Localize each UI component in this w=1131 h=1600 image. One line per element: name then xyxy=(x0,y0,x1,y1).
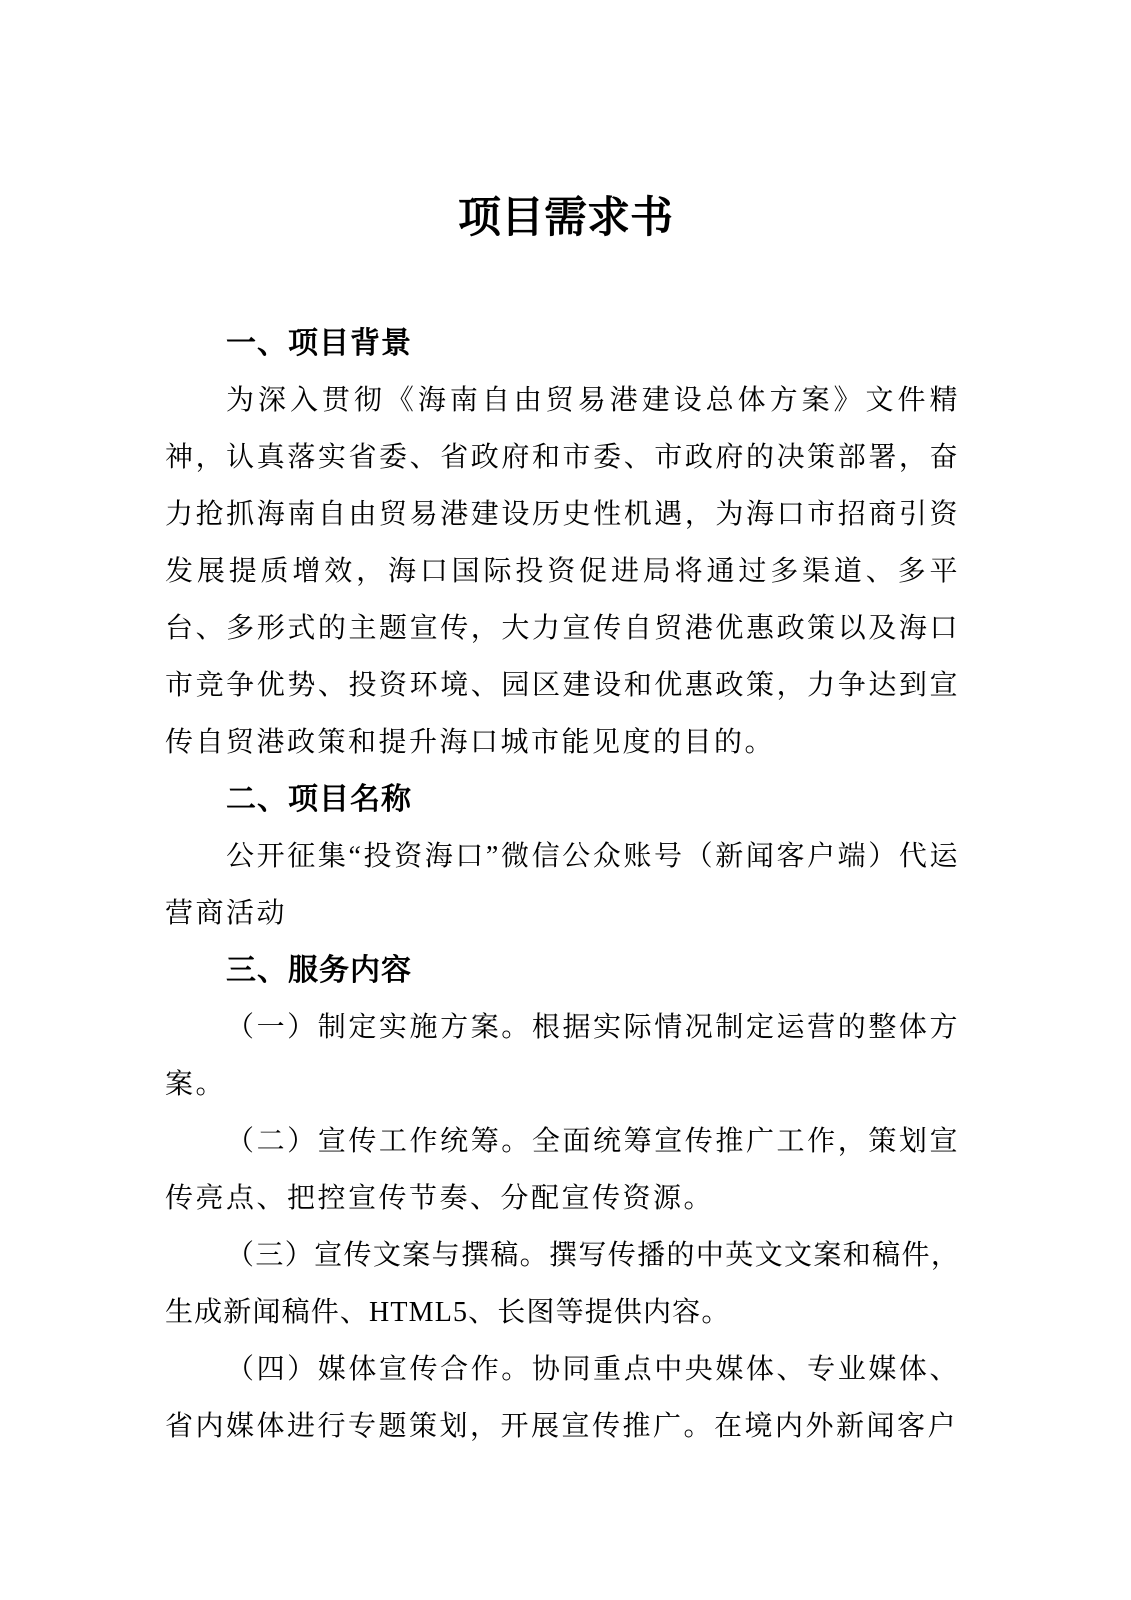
document-body xyxy=(165,315,960,1455)
section-heading-service-content: 三、服务内容 xyxy=(226,954,412,987)
paragraph-project-background: 为深入贯彻《海南自由贸易港建设总体方案》文件精神，认真落实省委、省政府和市委、市政府的决策部署，奋力抢抓海南自由贸易港建设历史性机遇，为海口市招商引资发展提质增效，海口国际投资促进局将通过多渠道、多平台、多形式的主题宣传，大力宣传自贸港优惠政策以及海口市竞争优势、投资环境、园区建设和优惠政策，力争达到宣传自贸港政策和提升海口城市能见度的目的。 xyxy=(165,385,960,758)
paragraph-project-name: 公开征集“投资海口”微信公众账号（新闻客户端）代运营商活动 xyxy=(165,841,960,929)
paragraph-service-item-1: （一）制定实施方案。根据实际情况制定运营的整体方案。 xyxy=(165,1012,960,1100)
section-heading-project-name: 二、项目名称 xyxy=(226,783,412,816)
paragraph-service-item-3: （三）宣传文案与撰稿。撰写传播的中英文文案和稿件，生成新闻稿件、HTML5、长图等提供内容。 xyxy=(165,1240,960,1328)
section-heading-project-background: 一、项目背景 xyxy=(226,327,412,360)
paragraph-service-item-2: （二）宣传工作统筹。全面统筹宣传推广工作，策划宣传亮点、把控宣传节奏、分配宣传资源。 xyxy=(165,1126,960,1214)
paragraph-service-item-4: （四）媒体宣传合作。协同重点中央媒体、专业媒体、省内媒体进行专题策划，开展宣传推广。在境内外新闻客户 xyxy=(165,1354,960,1442)
document-title: 项目需求书 xyxy=(458,195,673,242)
